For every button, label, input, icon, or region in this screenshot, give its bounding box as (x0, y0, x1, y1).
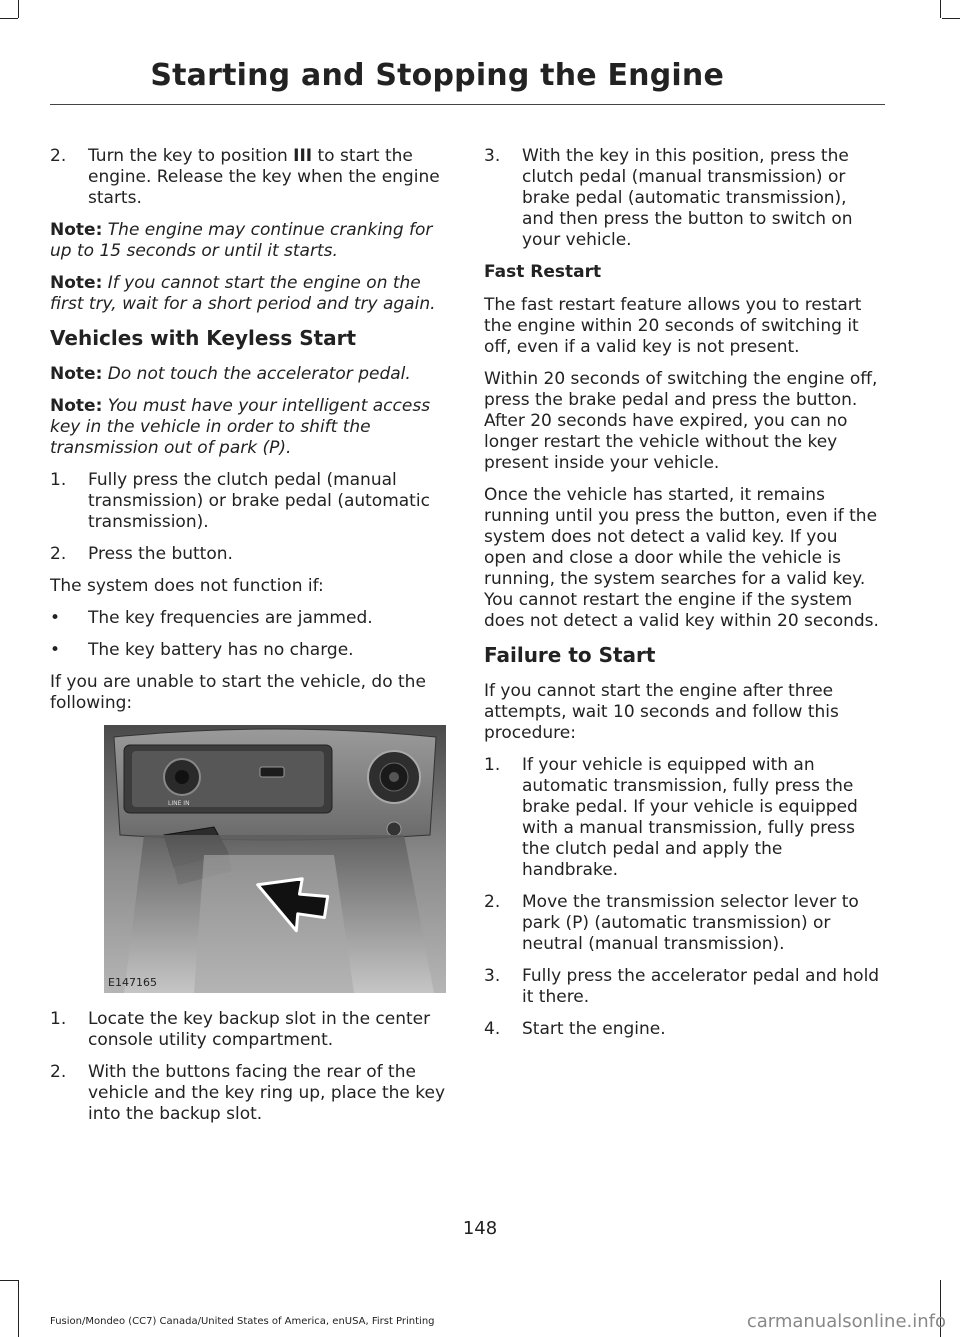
bullet-item (50, 608, 448, 629)
note-text: The engine may continue cranking for up to 15 seconds or until it starts. (50, 220, 433, 261)
step-text: Fully press the clutch pedal (manual transmission) or brake pedal (automatic transmission). (88, 470, 430, 532)
right-column (484, 146, 882, 1051)
line-in-label: LINE IN (168, 800, 190, 807)
heading-fast-restart: Fast Restart (484, 262, 602, 282)
step-number: 3. (484, 966, 501, 986)
bullet-dot: • (50, 640, 61, 660)
heading-failure-to-start: Failure to Start (484, 643, 656, 667)
printing-info: Fusion/Mondeo (CC7) Canada/United States of America, enUSA, First Printing (50, 1316, 435, 1327)
backup-slot-figure (104, 725, 446, 993)
step-2-turn-key (50, 146, 448, 209)
fast-restart-paragraph-3: Once the vehicle has started, it remains running until you press the button, even if the system does not detect a valid key. If you open and close a door while the vehicle is running, the system searches for a valid key. You cannot restart the engine if the system does not detect a valid key within 20 seconds. (484, 485, 879, 631)
page-title: Starting and Stopping the Engine (150, 58, 724, 93)
note-text: Do not touch the accelerator pedal. (102, 364, 411, 384)
step-number: 2. (484, 892, 501, 912)
note-accelerator (50, 364, 448, 385)
step-number: 3. (484, 146, 501, 166)
failure-step-3 (484, 966, 882, 1008)
step-text (88, 146, 448, 209)
step-text: Press the button. (88, 544, 233, 564)
crop-mark-top-left-v (18, 0, 19, 18)
step-number: 1. (50, 470, 67, 490)
note-text: You must have your intelligent access key in the vehicle in order to shift the transmission out of park (P). (50, 396, 431, 458)
step-text: Move the transmission selector lever to park (P) (automatic transmission) or neutral (manual transmission). (522, 892, 859, 954)
crop-mark-bottom-left-v (18, 1280, 19, 1337)
unable-to-start-text: If you are unable to start the vehicle, do the following: (50, 672, 426, 713)
step-number: 4. (484, 1019, 501, 1039)
system-intro: The system does not function if: (50, 576, 324, 596)
step-text-suffix: to start the engine. Release the key when the engine starts. (88, 146, 440, 208)
step-text: With the buttons facing the rear of the vehicle and the key ring up, place the key into the backup slot. (88, 1062, 446, 1124)
note-text: If you cannot start the engine on the first try, wait for a short period and try again. (50, 273, 436, 314)
note-cranking (50, 220, 448, 262)
fast-restart-paragraph-2: Within 20 seconds of switching the engine off, press the brake pedal and press the button. After 20 seconds have expired, you can no longer restart the vehicle without the key present inside your vehicle. (484, 369, 878, 473)
page-number: 148 (462, 1218, 498, 1239)
backup-step-2 (50, 1062, 448, 1125)
step-number: 1. (484, 755, 501, 775)
step-text: If your vehicle is equipped with an automatic transmission, fully press the brake pedal. If your vehicle is equipped with a manual transmission, fully press the clutch pedal and apply the handbrake. (522, 755, 858, 880)
left-column (50, 146, 448, 1136)
failure-step-2 (484, 892, 882, 955)
step-text-prefix: Turn the key to position (88, 146, 294, 166)
step-text: Locate the key backup slot in the center console utility compartment. (88, 1009, 431, 1050)
crop-mark-bottom-left-h (0, 1280, 18, 1281)
key-position-label: III (293, 146, 313, 166)
heading-keyless-start: Vehicles with Keyless Start (50, 326, 357, 350)
failure-step-1 (484, 755, 882, 881)
step-number: 2. (50, 544, 67, 564)
step-number: 1. (50, 1009, 67, 1029)
step-text: With the key in this position, press the clutch pedal (manual transmission) or brake pedal (automatic transmission), and then press the button to switch on your vehicle. (522, 146, 853, 250)
figure-code: E147165 (108, 976, 157, 989)
note-intelligent-key (50, 396, 448, 459)
note-label: Note: (50, 220, 103, 240)
keyless-step-1 (50, 470, 448, 533)
note-label: Note: (50, 364, 103, 384)
crop-mark-top-right-v (940, 0, 941, 18)
console-illustration (104, 725, 446, 993)
fast-restart-paragraph-1: The fast restart feature allows you to restart the engine within 20 seconds of switching it off, even if a valid key is not present. (484, 295, 862, 357)
step-text: Fully press the accelerator pedal and hold it there. (522, 966, 880, 1007)
bullet-item (50, 640, 448, 661)
step-number: 2. (50, 1062, 67, 1082)
bullet-text: The key frequencies are jammed. (88, 608, 373, 628)
step-number: 2. (50, 146, 67, 166)
failure-intro: If you cannot start the engine after three attempts, wait 10 seconds and follow this procedure: (484, 681, 839, 743)
note-first-try (50, 273, 448, 315)
bullet-dot: • (50, 608, 61, 628)
bullet-text: The key battery has no charge. (88, 640, 354, 660)
failure-step-4 (484, 1019, 882, 1040)
step-3-switch-on (484, 146, 882, 251)
keyless-step-2 (50, 544, 448, 565)
crop-mark-top-left-h (0, 18, 18, 19)
watermark-link[interactable]: carmanualsonline.info (746, 1311, 946, 1332)
note-label: Note: (50, 396, 103, 416)
step-text: Start the engine. (522, 1019, 666, 1039)
backup-step-1 (50, 1009, 448, 1051)
title-divider (50, 104, 885, 105)
crop-mark-top-right-h (942, 18, 960, 19)
note-label: Note: (50, 273, 103, 293)
